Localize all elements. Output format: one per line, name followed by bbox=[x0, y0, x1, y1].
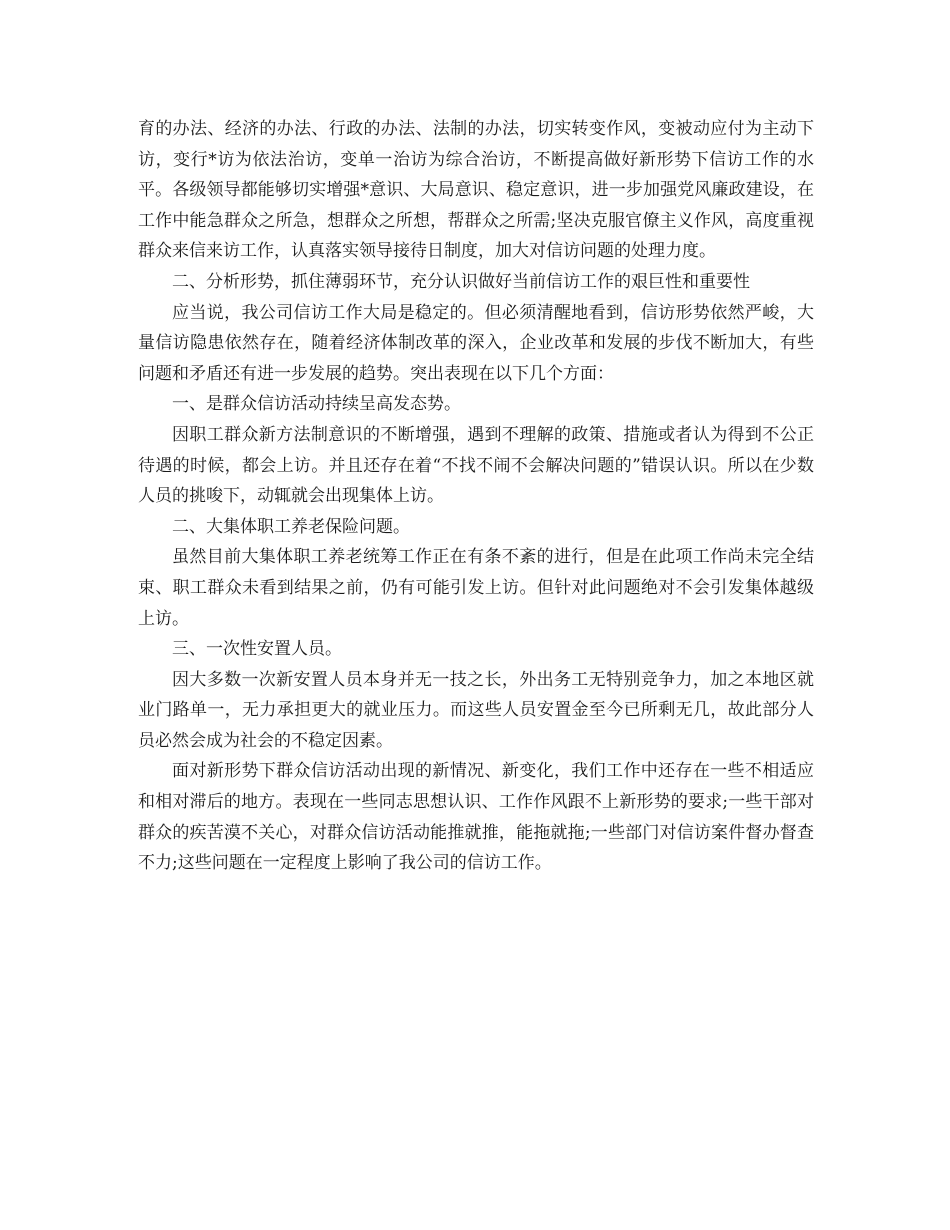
paragraph-shortcomings: 面对新形势下群众信访活动出现的新情况、新变化，我们工作中还存在一些不相适应和相对滞后的地方。表现在一些同志思想认识、工作作风跟不上新形势的要求;一些干部对群众的疾苦漠不关心，对群众信访活动能推就推，能拖就拖;一些部门对信访案件督办督查不力;这些问题在一定程度上影响了我公司的信访工作。 bbox=[138, 761, 814, 874]
paragraph-resettled: 因大多数一次新安置人员本身并无一技之长，外出务工无特别竞争力，加之本地区就业门路单一，无力承担更大的就业压力。而这些人员安置金至今已所剩无几，故此部分人员必然会成为社会的不稳定因素。 bbox=[138, 669, 814, 751]
paragraph-continuation: 育的办法、经济的办法、行政的办法、法制的办法，切实转变作风，变被动应付为主动下访，变行*访为依法治访，变单一治访为综合治访，不断提高做好新形势下信访工作的水平。各级领导都能够切实增强*意识、大局意识、稳定意识，进一步加强党风廉政建设，在工作中能急群众之所急，想群众之所想，帮群众之所需;坚决克服官僚主义作风，高度重视群众来信来访工作，认真落实领导接待日制度，加大对信访问题的处理力度。 bbox=[138, 119, 814, 262]
paragraph-situation: 应当说，我公司信访工作大局是稳定的。但必须清醒地看到，信访形势依然严峻，大量信访隐患依然存在，随着经济体制改革的深入，企业改革和发展的步伐不断加大，有些问题和矛盾还有进一步发展的趋势。突出表现在以下几个方面： bbox=[138, 302, 814, 384]
subheading-resettled-personnel: 三、一次性安置人员。 bbox=[172, 639, 342, 660]
section-heading-analysis: 二、分析形势，抓住薄弱环节，充分认识做好当前信访工作的艰巨性和重要性 bbox=[172, 271, 750, 292]
paragraph-pension: 虽然目前大集体职工养老统筹工作正在有条不紊的进行，但是在此项工作尚未完全结束、职工群众未看到结果之前，仍有可能引发上访。但针对此问题绝对不会引发集体越级上访。 bbox=[138, 547, 814, 629]
document-body bbox=[138, 114, 814, 879]
paragraph-legal-awareness: 因职工群众新方法制意识的不断增强，遇到不理解的政策、措施或者认为得到不公正待遇的时候，都会上访。并且还存在着“不找不闹不会解决问题的”错误认识。所以在少数人员的挑唆下，动辄就会出现集体上访。 bbox=[138, 424, 814, 507]
subheading-high-incidence: 一、是群众信访活动持续呈高发态势。 bbox=[172, 394, 461, 415]
subheading-pension-issue: 二、大集体职工养老保险问题。 bbox=[172, 516, 410, 537]
